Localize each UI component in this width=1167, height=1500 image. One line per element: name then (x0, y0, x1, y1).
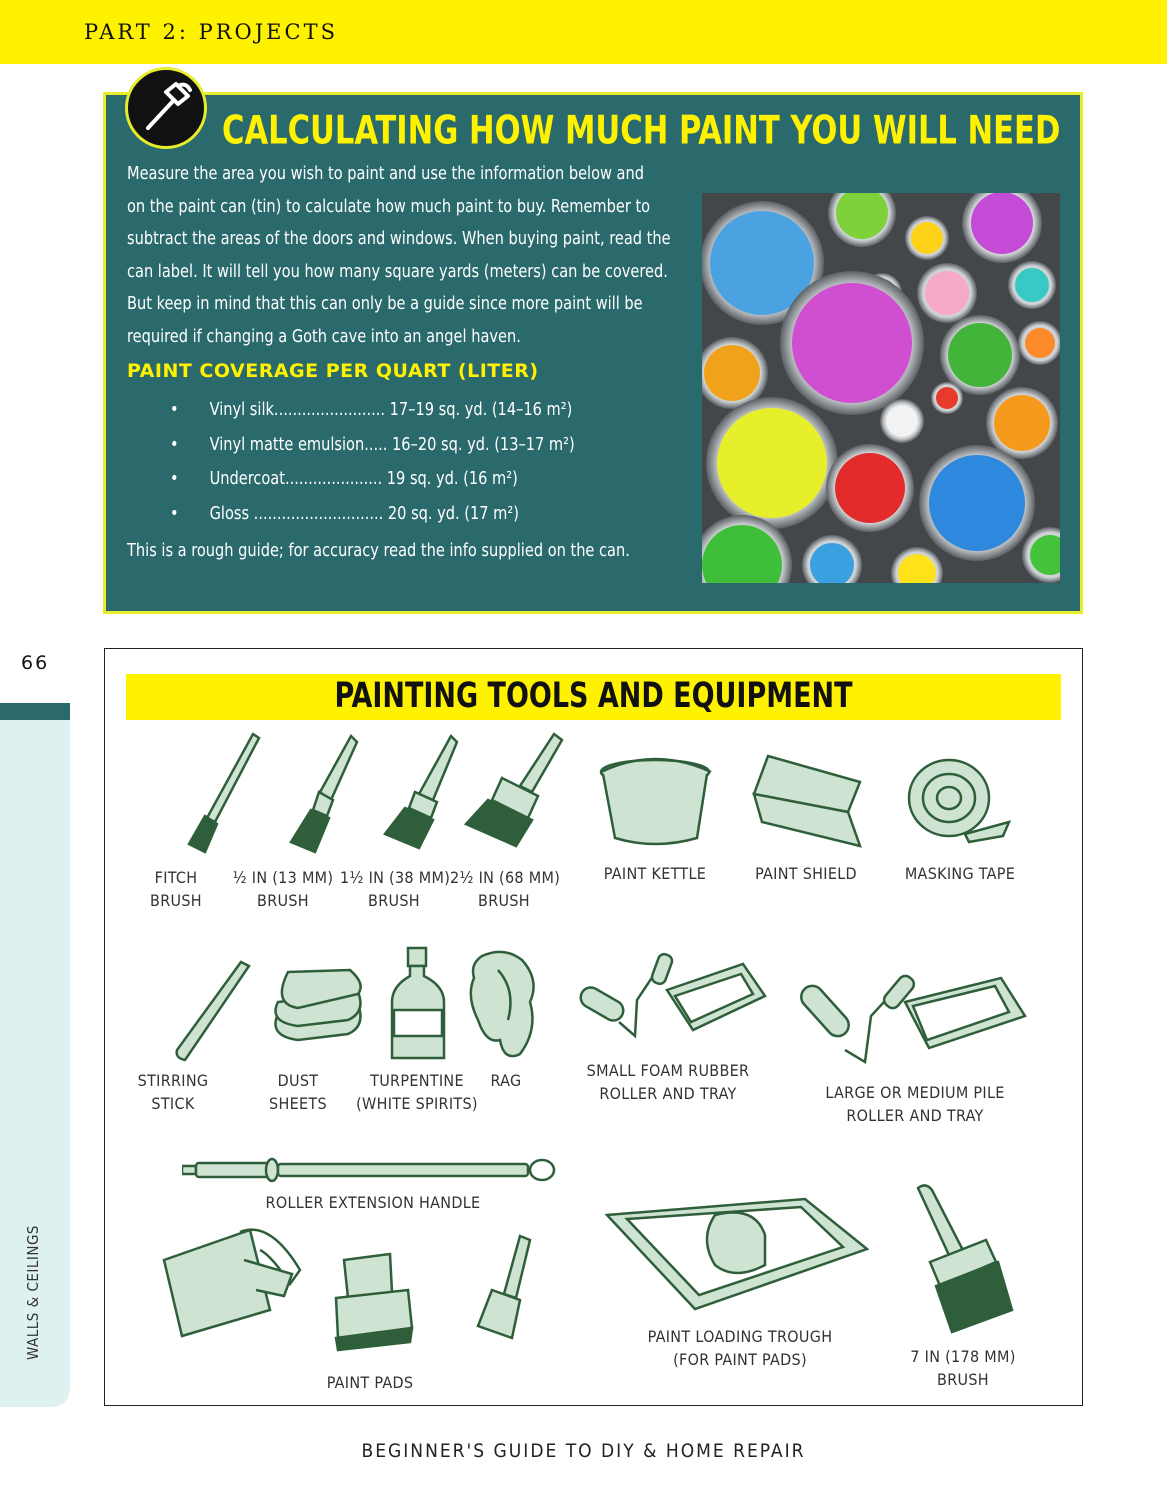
coverage-dots: ........................ (273, 399, 386, 420)
label-stick (126, 1069, 220, 1115)
label-line: ROLLER EXTENSION HANDLE (265, 1193, 481, 1212)
hammer-badge (125, 67, 207, 149)
coverage-value: 19 sq. yd. (16 m²) (386, 468, 518, 490)
coverage-item (170, 434, 575, 469)
part-title: PART 2: PROJECTS (84, 20, 338, 44)
seven-inch-brush-icon (912, 1182, 1016, 1336)
page-number: 66 (21, 652, 50, 674)
coverage-note: This is a rough guide; for accuracy read the info supplied on the can. (127, 540, 630, 561)
label-line: PAINT KETTLE (603, 864, 707, 883)
coverage-dots: ..................... (284, 468, 383, 490)
label-line: SMALL FOAM RUBBER (586, 1061, 750, 1080)
paint-cans-photo (702, 193, 1060, 583)
large-roller-tray-icon (795, 972, 1027, 1076)
dust-sheets-icon (258, 964, 370, 1046)
small-roller-tray-icon (575, 950, 767, 1054)
label-kettle (590, 862, 720, 885)
intro-line: subtract the areas of the doors and windows. When buying paint, read the (127, 228, 671, 249)
coverage-item (170, 399, 575, 434)
label-line: PAINT LOADING TROUGH (647, 1327, 833, 1346)
coverage-value: 20 sq. yd. (17 m²) (387, 503, 519, 525)
label-turps (356, 1069, 478, 1115)
label-line: BRUSH (150, 891, 202, 910)
label-line: MASKING TAPE (904, 864, 1016, 883)
side-tab-accent (0, 703, 70, 720)
paint-shield-icon (748, 752, 874, 852)
intro-line: Measure the area you wish to paint and use the information below and (127, 163, 644, 184)
coverage-name: Vinyl silk (209, 399, 274, 420)
label-line: ROLLER AND TRAY (599, 1084, 737, 1103)
label-line: DUST (277, 1071, 319, 1090)
book-footer: BEGINNER'S GUIDE TO DIY & HOME REPAIR (361, 1440, 806, 1462)
label-pads (310, 1371, 430, 1394)
fitch-brush-icon (175, 730, 265, 858)
label-line: PAINT PADS (326, 1373, 414, 1392)
label-line: ROLLER AND TRAY (846, 1106, 984, 1125)
coverage-name: Gloss (209, 503, 250, 525)
stirring-stick-icon (165, 958, 255, 1066)
label-two-half-inch (450, 866, 561, 912)
calc-intro (127, 158, 671, 353)
coverage-dots: ..... (364, 433, 388, 455)
coverage-item (170, 503, 575, 538)
label-seven-inch (902, 1345, 1024, 1391)
label-line: BRUSH (257, 891, 309, 910)
label-line: FITCH (154, 868, 198, 887)
label-line: (FOR PAINT PADS) (673, 1350, 807, 1369)
label-line: BRUSH (478, 891, 530, 910)
label-line: RAG (490, 1071, 522, 1090)
label-half-inch (232, 866, 334, 912)
label-line: SHEETS (269, 1094, 327, 1113)
label-line: LARGE OR MEDIUM PILE (825, 1083, 1005, 1102)
coverage-list (170, 399, 575, 538)
paint-pad-large-icon (160, 1210, 306, 1340)
two-half-inch-brush-icon (462, 728, 570, 858)
label-rag (478, 1069, 534, 1092)
coverage-value: 16–20 sq. yd. (13–17 m²) (392, 433, 575, 455)
label-tape (896, 862, 1024, 885)
label-line: STICK (151, 1094, 195, 1113)
header-bar (0, 0, 1167, 64)
coverage-item (170, 468, 575, 503)
bullet: • (170, 433, 179, 455)
label-small-roller (584, 1059, 752, 1105)
coverage-dots: ............................ (249, 503, 384, 525)
label-dust (250, 1069, 346, 1115)
rag-icon (464, 950, 544, 1062)
label-line: (WHITE SPIRITS) (356, 1094, 478, 1113)
half-inch-brush-icon (275, 730, 365, 858)
label-one-half-inch (340, 866, 451, 912)
label-line: 2½ IN (68 MM) (450, 868, 561, 887)
calc-title: CALCULATING HOW MUCH PAINT YOU WILL NEED (222, 108, 1061, 154)
tools-title: PAINTING TOOLS AND EQUIPMENT (334, 676, 853, 717)
intro-line: required if changing a Goth cave into an angel haven. (127, 325, 521, 347)
paint-cans-image (702, 193, 1060, 583)
label-line: PAINT SHIELD (755, 864, 857, 883)
turpentine-bottle-icon (388, 946, 448, 1062)
label-line: 1½ IN (38 MM) (340, 868, 451, 887)
extension-handle-icon (182, 1156, 556, 1184)
coverage-value: 17–19 sq. yd. (14–16 m²) (389, 399, 573, 420)
label-line: 7 IN (178 MM) (910, 1347, 1016, 1366)
section-label: WALLS & CEILINGS (24, 1225, 42, 1360)
intro-line: can label. It will tell you how many square yards (meters) can be covered. (127, 260, 668, 282)
label-line: TURPENTINE (370, 1071, 464, 1090)
masking-tape-icon (905, 752, 1015, 852)
coverage-title: PAINT COVERAGE PER QUART (LITER) (127, 360, 539, 382)
one-half-inch-brush-icon (375, 730, 465, 858)
bullet: • (170, 468, 179, 490)
paint-kettle-icon (597, 752, 715, 852)
label-line: STIRRING (137, 1071, 209, 1090)
label-fitch (130, 866, 222, 912)
label-shield (742, 862, 870, 885)
bullet: • (170, 503, 179, 525)
label-large-roller (820, 1081, 1010, 1127)
label-trough (640, 1325, 840, 1371)
label-line: ½ IN (13 MM) (232, 868, 334, 887)
coverage-name: Undercoat (209, 468, 285, 490)
coverage-name: Vinyl matte emulsion (209, 433, 365, 455)
intro-line: on the paint can (tin) to calculate how much paint to buy. Remember to (127, 195, 651, 217)
paint-pad-small-icon (464, 1234, 540, 1342)
paint-pad-medium-icon (330, 1252, 414, 1352)
label-line: BRUSH (368, 891, 420, 910)
label-line: BRUSH (937, 1370, 989, 1389)
hammer-icon (128, 70, 204, 146)
tools-title-bar (126, 674, 1061, 720)
bullet: • (170, 399, 179, 420)
paint-trough-icon (605, 1195, 869, 1313)
intro-line: But keep in mind that this can only be a guide since more paint will be (127, 293, 643, 314)
